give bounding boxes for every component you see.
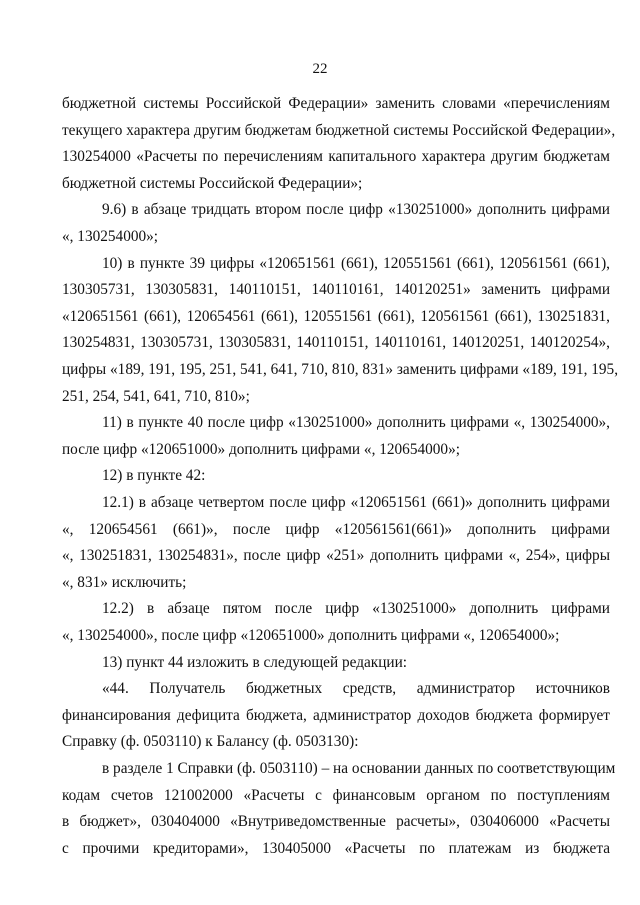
text-line: бюджетной системы Российской Федерации» заменить словами «перечислениям bbox=[62, 95, 610, 112]
page-number: 22 bbox=[312, 61, 328, 77]
text-line: бюджетной системы Российской Федерации»; bbox=[62, 174, 363, 192]
text-line: кодам счетов 121002000 «Расчеты с финансовым органом по поступлениям bbox=[62, 786, 610, 804]
text-line: 130305731, 130305831, 140110151, 140110161, 140120251» заменить цифрами bbox=[62, 281, 610, 299]
text-line: 12.2) в абзаце пятом после цифр «130251000» дополнить цифрами bbox=[102, 600, 610, 618]
text-line: в разделе 1 Справки (ф. 0503110) – на основании данных по соответствующим bbox=[102, 760, 616, 777]
text-line: «, 130251831, 130254831», после цифр «251» дополнить цифрами «, 254», цифры bbox=[62, 547, 610, 565]
text-line: 12) в пункте 42: bbox=[102, 467, 206, 485]
text-line: 10) в пункте 39 цифры «120651561 (661), 120551561 (661), 120561561 (661), bbox=[102, 254, 610, 272]
text-line: 130254831, 130305731, 130305831, 140110151, 140110161, 140120251, 140120254», bbox=[62, 334, 610, 352]
text-line: «, 130254000»; bbox=[62, 228, 159, 245]
text-line: 11) в пункте 40 после цифр «130251000» дополнить цифрами «, 130254000», bbox=[102, 414, 610, 432]
text-line: с прочими кредиторами», 130405000 «Расчеты по платежам из бюджета bbox=[62, 839, 610, 857]
text-line: после цифр «120651000» дополнить цифрами «, 120654000»; bbox=[62, 440, 460, 458]
text-line: «, 120654561 (661)», после цифр «120561561(661)» дополнить цифрами bbox=[62, 520, 610, 538]
text-line: 9.6) в абзаце тридцать втором после цифр «130251000» дополнить цифрами bbox=[102, 201, 610, 219]
text-line: финансирования дефицита бюджета, администратор доходов бюджета формирует bbox=[62, 706, 610, 724]
text-line: текущего характера другим бюджетам бюджетной системы Российской Федерации», bbox=[62, 121, 616, 139]
text-line: «, 130254000», после цифр «120651000» дополнить цифрами «, 120654000»; bbox=[62, 627, 560, 644]
text-line: 251, 254, 541, 641, 710, 810»; bbox=[62, 387, 250, 405]
text-line: «, 831» исключить; bbox=[62, 573, 187, 591]
text-line: цифры «189, 191, 195, 251, 541, 641, 710, 810, 831» заменить цифрами «189, 191, 195, bbox=[62, 361, 619, 378]
text-line: в бюджет», 030404000 «Внутриведомственные расчеты», 030406000 «Расчеты bbox=[62, 813, 610, 831]
text-line: Справку (ф. 0503110) к Балансу (ф. 0503130): bbox=[62, 733, 359, 751]
text-line: 130254000 «Расчеты по перечислениям капитального характера другим бюджетам bbox=[62, 148, 610, 166]
text-line: 12.1) в абзаце четвертом после цифр «120651561 (661)» дополнить цифрами bbox=[102, 494, 610, 511]
text-line: 13) пункт 44 изложить в следующей редакции: bbox=[102, 653, 408, 671]
text-line: «120651561 (661), 120654561 (661), 120551561 (661), 120561561 (661), 130251831, bbox=[62, 307, 610, 325]
text-line: «44. Получатель бюджетных средств, администратор источников bbox=[102, 680, 610, 698]
